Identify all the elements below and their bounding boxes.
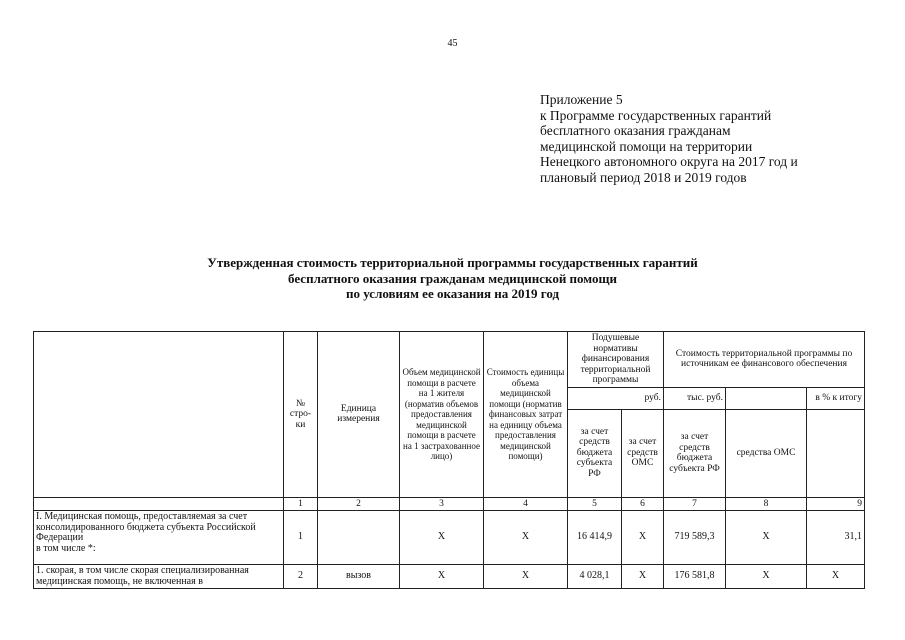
header-blank-cell (34, 332, 284, 498)
row-oms: X (622, 511, 664, 565)
header-empty-percent (807, 409, 865, 497)
column-number: 8 (726, 497, 807, 511)
header-budget-rf-thousand: за счет средств бюджета субъекта РФ (664, 409, 726, 497)
column-number: 4 (484, 497, 568, 511)
document-title (0, 255, 905, 302)
header-unit: Единица измерения (318, 332, 400, 498)
appendix-line: плановый период 2018 и 2019 годов (540, 169, 747, 185)
row-unit-cost: X (484, 511, 568, 565)
header-oms: за счет средств ОМС (622, 409, 664, 497)
row-number: 2 (284, 565, 318, 589)
title-line: бесплатного оказания гражданам медицинской помощи (288, 270, 617, 286)
column-number: 7 (664, 497, 726, 511)
table-row (34, 565, 865, 589)
header-thousand-rub: тыс. руб. (664, 387, 726, 409)
row-unit (318, 511, 400, 565)
row-oms: X (622, 565, 664, 589)
header-oms-funds: средства ОМС (726, 409, 807, 497)
row-number: 1 (284, 511, 318, 565)
row-percent: 31,1 (807, 511, 865, 565)
appendix-line: медицинской помощи на территории (540, 138, 753, 154)
title-line: Утвержденная стоимость территориальной программы государственных гарантий (207, 255, 698, 270)
appendix-line: к Программе государственных гарантий (540, 107, 772, 123)
header-percent-total: в % к итогу (807, 387, 865, 409)
column-number: 5 (568, 497, 622, 511)
row-volume: X (400, 511, 484, 565)
column-number: 9 (807, 497, 865, 511)
table-row (34, 511, 865, 565)
header-volume: Объем медицинской помощи в расчете на 1 жителя (норматив объемов предоставления медицинской помощи в расчете на 1 застрахованное лицо) (400, 332, 484, 498)
row-thousand-budget: 719 589,3 (664, 511, 726, 565)
appendix-line: Ненецкого автономного округа на 2017 год и (540, 154, 798, 169)
appendix-line: бесплатного оказания гражданам (540, 123, 731, 138)
row-oms-funds: X (726, 565, 807, 589)
column-number: 1 (284, 497, 318, 511)
header-budget-rf: за счет средств бюджета субъекта РФ (568, 409, 622, 497)
row-unit: вызов (318, 565, 400, 589)
title-line: по условиям ее оказания на 2019 год (345, 286, 560, 301)
row-volume: X (400, 565, 484, 589)
row-oms-funds: X (726, 511, 807, 565)
appendix-note (540, 92, 798, 185)
page-number: 45 (447, 38, 458, 49)
header-row-number: № стро-ки (284, 332, 318, 498)
row-unit-cost: X (484, 565, 568, 589)
row-budget-rf: 16 414,9 (568, 511, 622, 565)
column-number-row (34, 497, 865, 511)
appendix-line: Приложение 5 (540, 92, 623, 107)
row-budget-rf: 4 028,1 (568, 565, 622, 589)
header-rub: руб. (568, 387, 664, 409)
cost-table (33, 331, 865, 589)
column-number: 6 (622, 497, 664, 511)
column-number: 2 (318, 497, 400, 511)
column-number-blank (34, 497, 284, 511)
header-empty (726, 387, 807, 409)
row-thousand-budget: 176 581,8 (664, 565, 726, 589)
row-percent: X (807, 565, 865, 589)
column-number: 3 (400, 497, 484, 511)
row-name: I. Медицинская помощь, предоставляемая за счет консолидированного бюджета субъекта Российской Федерации в том числе *: (34, 511, 284, 565)
header-program-cost: Стоимость территориальной программы по источникам ее финансового обеспечения (664, 332, 865, 388)
row-name: 1. скорая, в том числе скорая специализированная медицинская помощь, не включенная в (34, 565, 284, 589)
header-per-capita: Подушевые нормативы финансирования территориальной программы (568, 332, 664, 388)
header-unit-cost: Стоимость единицы объема медицинской помощи (норматив финансовых затрат на единицу объема предоставления медицинской помощи) (484, 332, 568, 498)
